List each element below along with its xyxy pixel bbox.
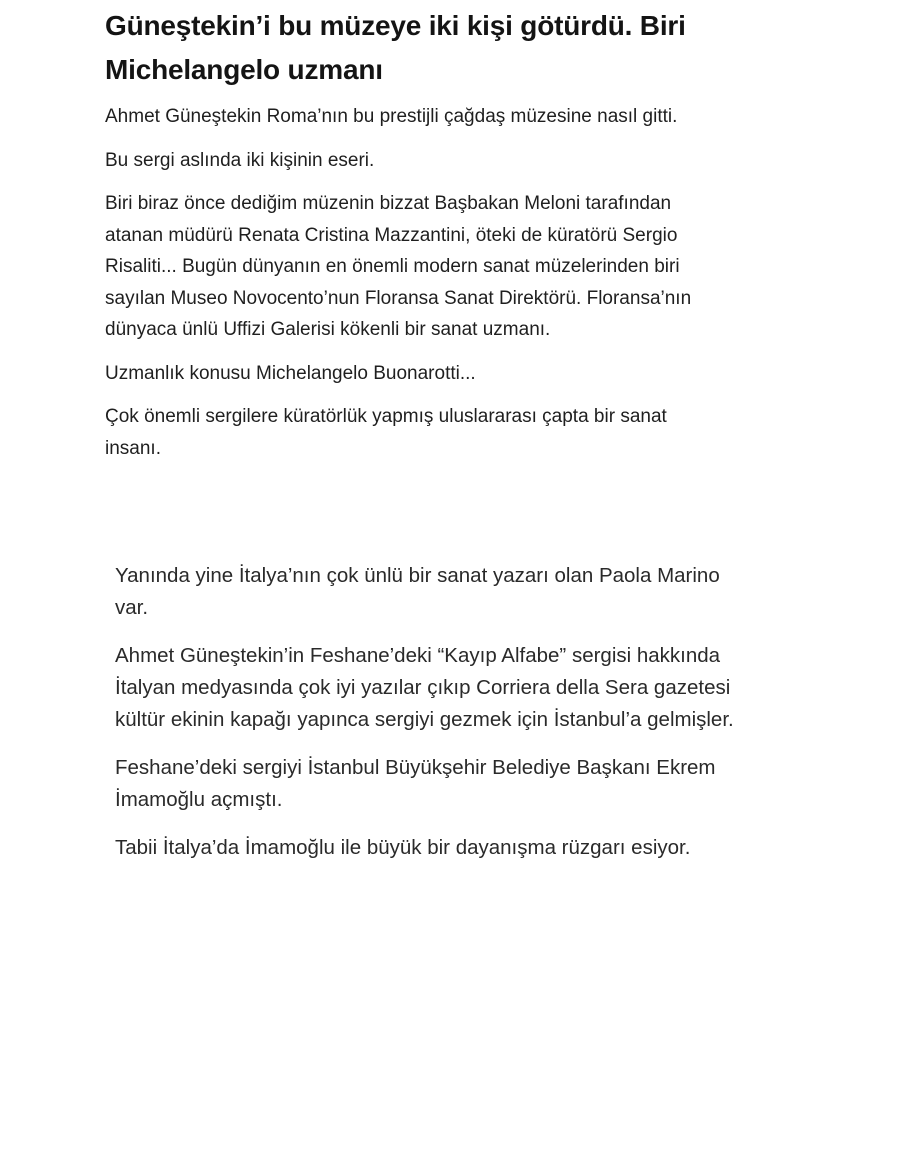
paragraph: Feshane’deki sergiyi İstanbul Büyükşehir Belediye Başkanı Ekrem İmamoğlu açmıştı. — [115, 756, 716, 811]
paragraph: Tabii İtalya’da İmamoğlu ile büyük bir dayanışma rüzgarı esiyor. — [115, 836, 691, 859]
paragraph: Biri biraz önce dediğim müzenin bizzat Başbakan Meloni tarafından atanan müdürü Renata Cristina Mazzantini, öteki de küratörü Sergio Risaliti... Bugün dünyanın en önemli modern sanat müzelerinden biri sayılan Museo Novocento’nun Floransa Sanat Direktörü. Floransa’nın dünyaca ünlü Uffizi Galerisi kökenli bir sanat uzmanı. — [105, 193, 692, 340]
article-headline: Güneştekin’i bu müzeye iki kişi götürdü. Biri Michelangelo uzmanı — [105, 10, 686, 85]
article-body-section-a — [105, 101, 725, 476]
paragraph: Ahmet Güneştekin’in Feshane’deki “Kayıp Alfabe” sergisi hakkında İtalyan medyasında çok iyi yazılar çıkıp Corriera della Sera gazetesi kültür ekinin kapağı yapınca sergiyi gezmek için İstanbul’a gelmişler. — [115, 644, 734, 731]
paragraph: Yanında yine İtalya’nın çok ünlü bir sanat yazarı olan Paola Marino var. — [115, 564, 720, 619]
paragraph: Bu sergi aslında iki kişinin eseri. — [105, 149, 375, 171]
article-body-section-b — [115, 560, 755, 880]
paragraph: Ahmet Güneştekin Roma’nın bu prestijli çağdaş müzesine nasıl gitti. — [105, 106, 678, 127]
paragraph: Uzmanlık konusu Michelangelo Buonarotti... — [105, 362, 476, 384]
paragraph: Çok önemli sergilere küratörlük yapmış uluslararası çapta bir sanat insanı. — [105, 406, 667, 459]
